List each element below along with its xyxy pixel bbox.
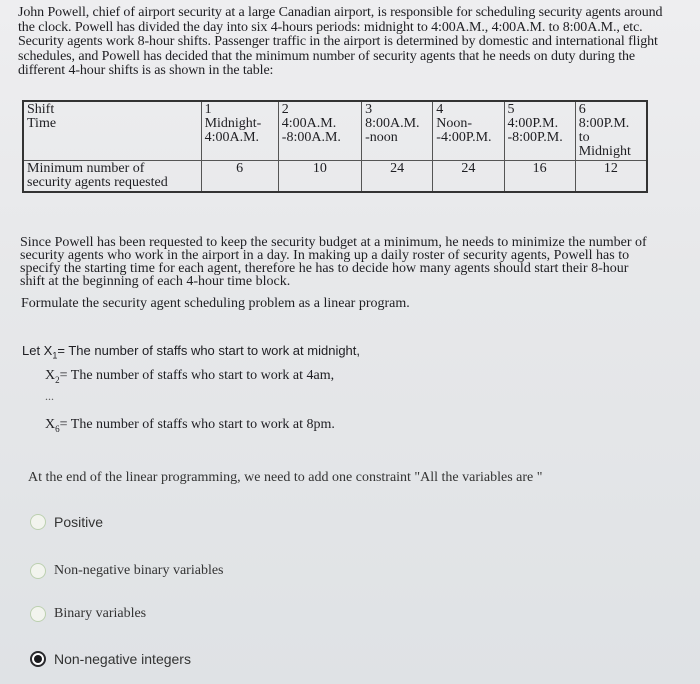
problem-intro: John Powell, chief of airport security at a large Canadian airport, is responsible for scheduling security agents around the clock. Powell has divided the day into six 4-hours periods: midnight to 4:00A.M., 4:00A.M. to 8:00A.M., etc. Security agents work 8-hour shifts. Passenger traffic in the airport is determined by domestic and international flight schedules, and Powell has decided that the minimum number of security agents that he needs on duty during the different 4-hour shifts is as shown in the table: — [18, 5, 663, 78]
shift-number: 6 — [578, 102, 586, 117]
time-label: Time — [27, 116, 57, 131]
shift-time: Midnight — [578, 144, 631, 159]
variable-x1-definition — [22, 343, 360, 361]
shift-number: 3 — [365, 102, 373, 117]
let-prefix: Let X — [22, 343, 53, 358]
option-label: Positive — [54, 514, 104, 530]
x1-text: = The number of staffs who start to work at midnight, — [57, 343, 361, 358]
x1-subscript: 1 — [52, 350, 58, 361]
shift-time: -8:00A.M. — [281, 130, 341, 145]
table-cell — [362, 101, 433, 161]
radio-button-selected[interactable] — [30, 651, 46, 667]
shift-table — [22, 100, 648, 193]
x2-var: X — [45, 368, 56, 383]
shift-time: 4:00A.M. — [281, 116, 337, 131]
table-row — [23, 101, 647, 161]
min-agents-value: 24 — [433, 161, 504, 193]
shift-time: 8:00A.M. — [365, 116, 420, 131]
table-cell — [433, 101, 504, 161]
shift-time: -4:00P.M. — [436, 130, 492, 145]
shift-time: Midnight- — [204, 116, 262, 131]
option-positive[interactable] — [30, 514, 103, 530]
shift-time: 4:00P.M. — [507, 116, 559, 131]
option-label: Non-negative integers — [54, 651, 191, 667]
option-non-negative-binary[interactable] — [30, 563, 224, 579]
table-header-cell — [23, 101, 201, 161]
table-row — [23, 161, 647, 193]
min-agents-value: 10 — [278, 161, 361, 193]
shift-time: to — [578, 130, 590, 145]
option-binary[interactable] — [30, 606, 146, 622]
min-agents-value: 6 — [201, 161, 278, 193]
question-text: At the end of the linear programming, we need to add one constraint "All the variables are " — [28, 470, 543, 485]
x6-var: X — [45, 417, 56, 432]
table-cell — [278, 101, 361, 161]
table-cell — [201, 101, 278, 161]
shift-number: 1 — [204, 102, 212, 117]
radio-button[interactable] — [30, 606, 46, 622]
min-agents-value: 16 — [504, 161, 575, 193]
table-cell — [575, 101, 647, 161]
option-non-negative-integers[interactable] — [30, 651, 191, 667]
min-agents-label: security agents requested — [27, 175, 168, 190]
min-agents-value: 12 — [575, 161, 647, 193]
variable-x6-definition — [45, 417, 335, 434]
shift-time: 4:00A.M. — [204, 130, 260, 145]
shift-time: Noon- — [436, 116, 473, 131]
min-agents-label: Minimum number of — [27, 161, 145, 176]
variable-x2-definition — [45, 368, 334, 385]
shift-label: Shift — [27, 102, 55, 117]
shift-time: -8:00P.M. — [507, 130, 563, 145]
shift-number: 4 — [436, 102, 444, 117]
min-agents-value: 24 — [362, 161, 433, 193]
x6-subscript: 6 — [55, 423, 60, 434]
ellipsis: ... — [45, 389, 54, 403]
option-label: Binary variables — [54, 606, 147, 621]
table-header-cell — [23, 161, 201, 193]
shift-time: -noon — [365, 130, 398, 145]
shift-time: 8:00P.M. — [578, 116, 630, 131]
option-label: Non-negative binary variables — [54, 563, 224, 578]
problem-paragraph: Since Powell has been requested to keep the security budget at a minimum, he needs to minimize the number of security agents who work in the airport in a day. In making up a daily roster of security agents, Powell has to specify the starting time for each agent, therefore he has to decide how many agents should start their 8-hour shift at the beginning of each 4-hour time block. — [20, 235, 647, 289]
x2-subscript: 2 — [55, 374, 60, 385]
shift-number: 2 — [281, 102, 289, 117]
formulate-instruction: Formulate the security agent scheduling problem as a linear program. — [21, 296, 410, 311]
x2-text: = The number of staffs who start to work at 4am, — [59, 368, 335, 383]
shift-number: 5 — [507, 102, 515, 117]
x6-text: = The number of staffs who start to work at 8pm. — [59, 417, 335, 432]
radio-button[interactable] — [30, 514, 46, 530]
radio-button[interactable] — [30, 563, 46, 579]
table-cell — [504, 101, 575, 161]
